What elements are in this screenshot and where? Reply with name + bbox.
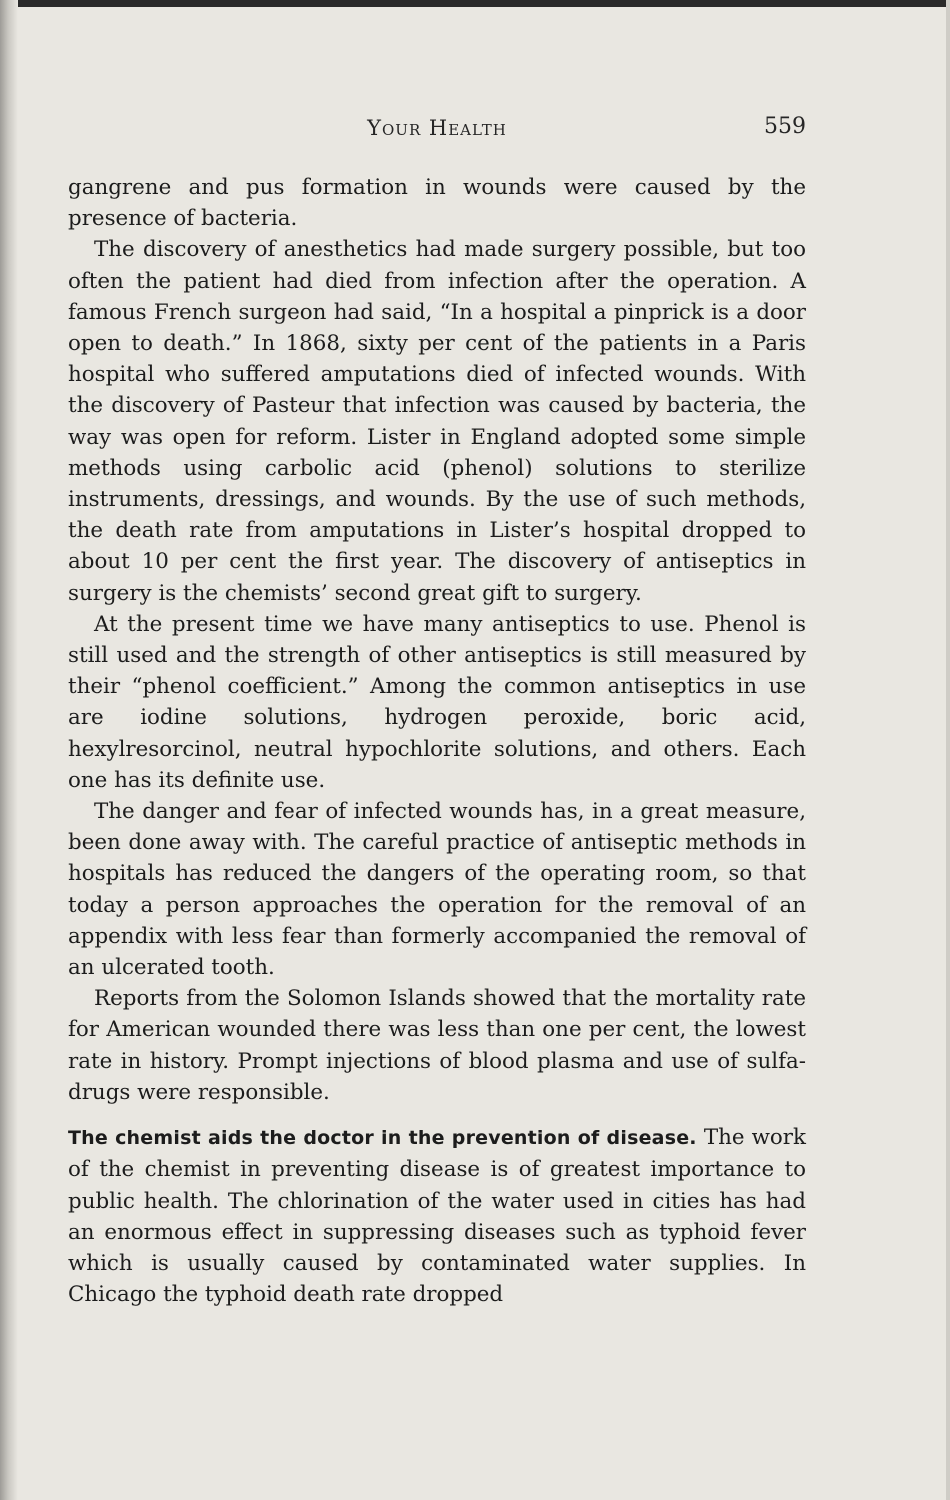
running-title: Your Health [367, 116, 507, 140]
book-page [68, 110, 806, 1310]
page-number: 559 [764, 114, 806, 139]
scan-right-border [946, 0, 950, 1500]
book-gutter-shadow [0, 0, 18, 1500]
section-heading: The chemist aids the doctor in the prevention of disease. [68, 1127, 697, 1150]
paragraph-infected-wounds: The danger and fear of infected wounds has, in a great measure, been done away with. The careful practice of antiseptic methods in hospitals has reduced the dangers of the operating room, so that today a person approaches the operation for the removal of an appendix with less fear than formerly accompanied the removal of an ulcerated tooth. [68, 799, 806, 981]
paragraph-antiseptics: At the present time we have many antiseptics to use. Phenol is still used and the strength of other antiseptics is still measured by their “phenol coefficient.” Among the common antiseptics in use are iodine solutions, hydrogen peroxide, boric acid, hexylresorcinol, neutral hypochlorite solutions, and others. Each one has its definite use. [68, 611, 806, 793]
paragraph-prevention [68, 1122, 806, 1310]
paragraph-solomon-islands: Reports from the Solomon Islands showed that the mortality rate for American wounded there was less than one per cent, the lowest rate in history. Prompt injections of blood plasma and use of sulfa- drugs were responsible. [68, 986, 806, 1105]
running-header [68, 110, 806, 150]
paragraph-anesthetics: The discovery of anesthetics had made surgery possible, but too often the patient had died from infection after the operation. A famous French surgeon had said, “In a hospital a pinprick is a door open to death.” In 1868, sixty per cent of the patients in a Paris hospital who suffered amputations died of infected wounds. With the discovery of Pasteur that infection was caused by bacteria, the way was open for reform. Lister in England adopted some simple methods using carbolic acid (phenol) solutions to sterilize instruments, dressings, and wounds. By the use of such methods, the death rate from amputations in Lister’s hospital dropped to about 10 per cent the first year. The discovery of antiseptics in surgery is the chemists’ second great gift to surgery. [68, 237, 806, 606]
paragraph-continuation: gangrene and pus formation in wounds were caused by the presence of bacteria. [68, 175, 806, 232]
section-text: The work of the chemist in preventing disease is of greatest importance to public health. The chlorination of the water used in cities has had an enormous effect in suppressing diseases such as typhoid fever which is usually caused by contaminated water supplies. In Chicago the typhoid death rate dropped [68, 1125, 806, 1308]
scan-top-border [0, 0, 950, 7]
